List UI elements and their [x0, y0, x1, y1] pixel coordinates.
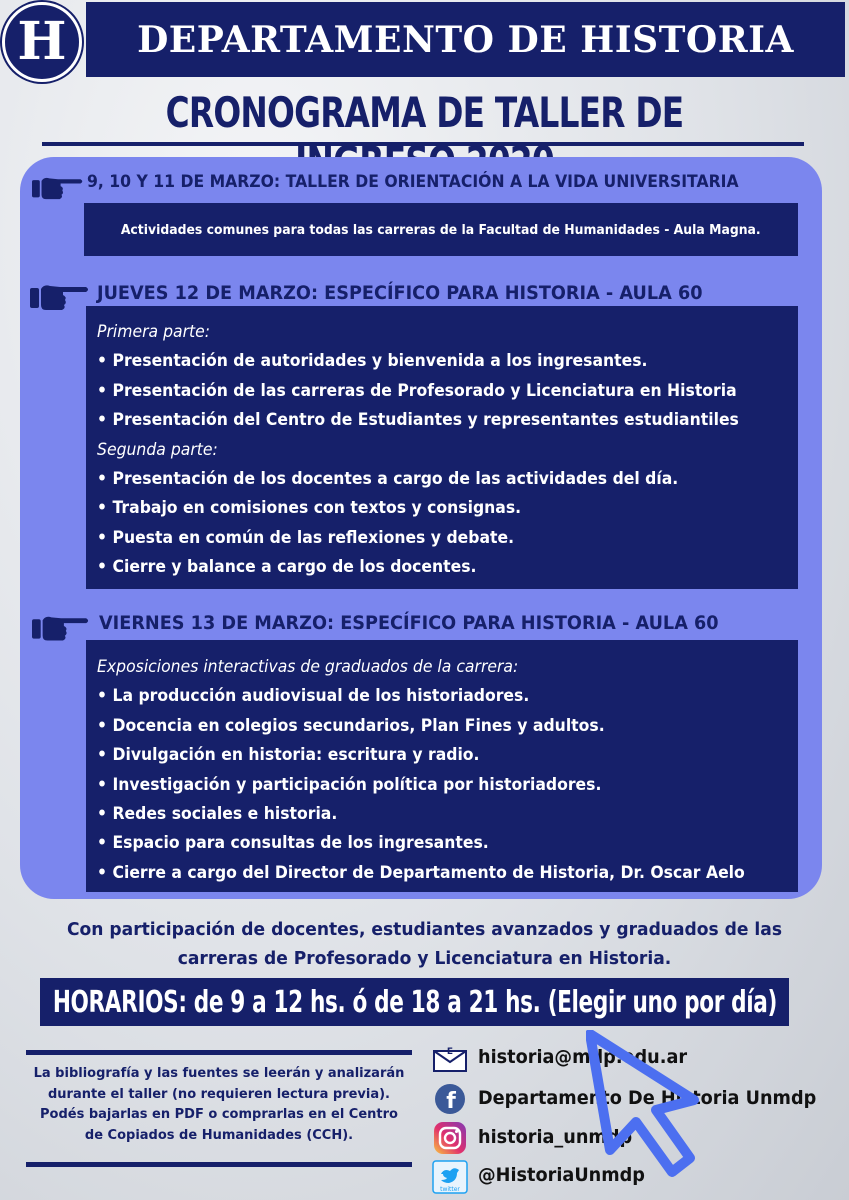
list-item: • Espacio para consultas de los ingresantes.	[97, 833, 489, 854]
divider-top	[26, 1050, 412, 1055]
logo-letter: H	[17, 11, 67, 72]
list-item: • Presentación de las carreras de Profesorado y Licenciatura en Historia	[97, 380, 737, 401]
section2-box	[86, 306, 798, 589]
list-item: • Trabajo en comisiones con textos y consignas.	[97, 498, 522, 519]
department-title: DEPARTAMENTO DE HISTORIA	[137, 18, 794, 61]
facebook-link[interactable]: Departamento De Historia Unmdp	[478, 1087, 817, 1109]
cursor-arrow-icon	[586, 1030, 726, 1180]
pointing-hand-icon	[30, 278, 90, 314]
instagram-icon	[432, 1121, 468, 1155]
list-item: • Docencia en colegios secundarios, Plan Fines y adultos.	[97, 715, 605, 736]
section1-note: Actividades comunes para todas las carreras de la Facultad de Humanidades - Aula Magna.	[121, 221, 761, 238]
section1-heading: 9, 10 Y 11 DE MARZO: TALLER DE ORIENTACIÓN A LA VIDA UNIVERSITARIA	[87, 172, 739, 192]
facebook-icon	[432, 1082, 468, 1116]
section2-heading: JUEVES 12 DE MARZO: ESPECÍFICO PARA HISTORIA - AULA 60	[97, 282, 703, 304]
list-item: • Presentación de autoridades y bienvenida a los ingresantes.	[97, 351, 648, 372]
header-bar	[86, 2, 845, 77]
bibliography-line: Podés bajarlas en PDF o comprarlas en el Centro	[40, 1107, 398, 1122]
page-title: CRONOGRAMA DE TALLER DE	[165, 88, 684, 137]
schedule-hours-banner	[40, 978, 789, 1026]
section3-heading: VIERNES 13 DE MARZO: ESPECÍFICO PARA HISTORIA - AULA 60	[99, 612, 719, 634]
list-item: • Investigación y participación política por historiadores.	[97, 774, 602, 795]
envelope-letter: E	[446, 1047, 454, 1057]
part1-label: Primera parte:	[97, 322, 211, 342]
list-item: • La producción audiovisual de los historiadores.	[97, 686, 530, 707]
twitter-icon	[432, 1160, 468, 1194]
part2-label: Segunda parte:	[97, 439, 218, 460]
list-item: • Divulgación en historia: escritura y radio.	[97, 745, 480, 766]
list-item: • Presentación de los docentes a cargo de las actividades del día.	[97, 468, 679, 489]
email-link[interactable]: historia@mdp.edu.ar	[478, 1046, 688, 1068]
bibliography-line: La bibliografía y las fuentes se leerán y analizarán	[33, 1066, 405, 1081]
envelope-icon	[432, 1042, 468, 1076]
list-item: • Presentación del Centro de Estudiantes y representantes estudiantiles	[97, 410, 739, 431]
logo-h	[2, 2, 82, 82]
list-item: • Redes sociales e historia.	[97, 803, 338, 824]
section3-box	[86, 640, 798, 892]
facebook-letter: f	[446, 1089, 456, 1114]
bibliography-note	[20, 1064, 418, 1146]
list-item: • Cierre a cargo del Director de Departamento de Historia, Dr. Oscar Aelo	[97, 862, 745, 883]
pointing-hand-icon	[32, 610, 90, 644]
participation-line: carreras de Profesorado y Licenciatura en Historia.	[177, 948, 672, 969]
instagram-link[interactable]: historia_unmdp	[478, 1126, 633, 1148]
bibliography-line: de Copiados de Humanidades (CCH).	[84, 1127, 354, 1143]
divider-bottom	[26, 1162, 412, 1167]
twitter-badge: twitter	[440, 1186, 460, 1193]
twitter-link[interactable]: @HistoriaUnmdp	[478, 1164, 645, 1186]
participation-note	[20, 915, 829, 973]
list-item: • Cierre y balance a cargo de los docentes.	[97, 557, 477, 578]
section3-intro: Exposiciones interactivas de graduados de la carrera:	[97, 657, 519, 677]
schedule-hours-text: HORARIOS: de 9 a 12 hs. ó de 18 a 21 hs. (Elegir uno por día)	[52, 984, 777, 1020]
title-underline	[42, 142, 804, 146]
list-item: • Puesta en común de las reflexiones y debate.	[97, 527, 515, 548]
section1-box	[84, 203, 798, 256]
participation-line: Con participación de docentes, estudiantes avanzados y graduados de las	[66, 919, 783, 940]
pointing-hand-icon	[32, 172, 84, 202]
bibliography-line: durante el taller (no requieren lectura previa).	[47, 1086, 390, 1102]
